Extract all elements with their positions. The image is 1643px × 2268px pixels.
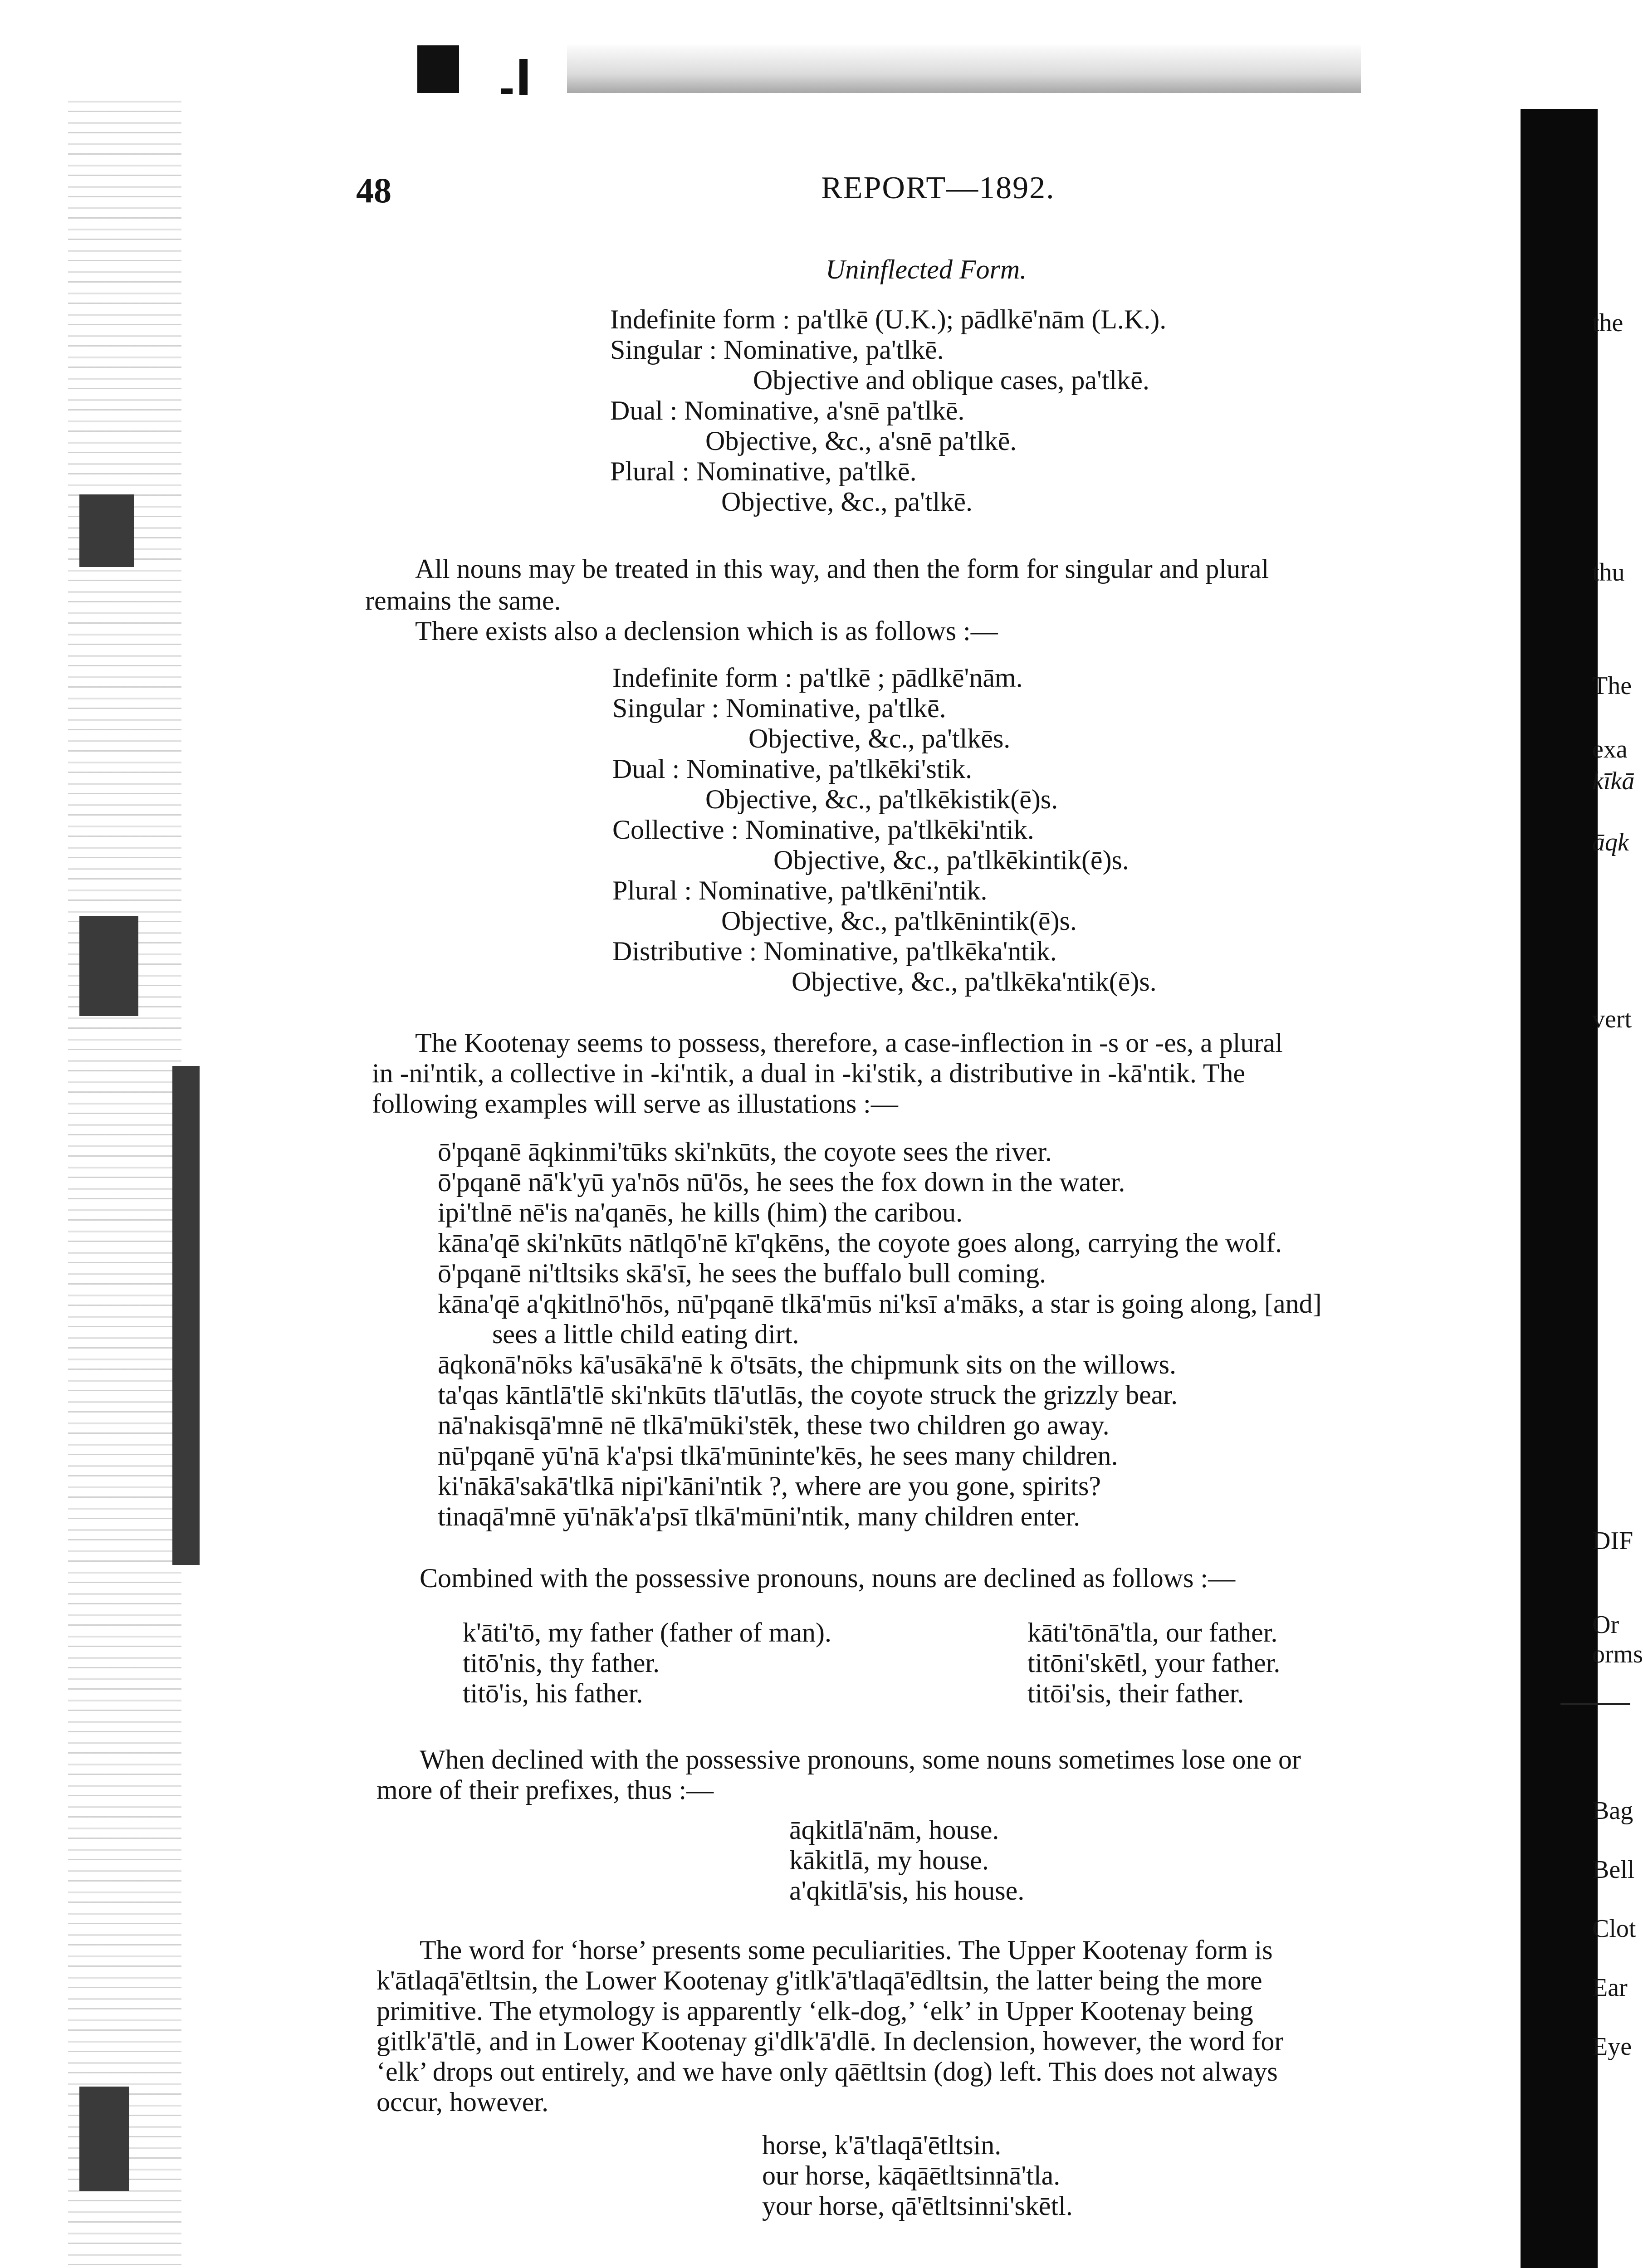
paradigm-line: Dual : Nominative, a'snē pa'tlkē. [610,396,965,425]
adjacent-page-fragment: Clot [1592,1915,1636,1943]
adjacent-page-fragment: The [1592,672,1632,700]
paradigm-line: Objective and oblique cases, pa'tlkē. [753,365,1149,395]
paradigm-line: our horse, kāqāētltsinnā'tla. [762,2160,1061,2190]
example-sentence: kāna'qē a'qkitlnō'hōs, nū'pqanē tlkā'mūs ni'ksī a'māks, a star is going along, [and] [438,1289,1322,1319]
section-heading: Uninflected Form. [826,254,1027,284]
paradigm-line: Indefinite form : pa'tlkē ; pādlkē'nām. [612,663,1023,693]
adjacent-page-fragment: Or [1592,1611,1619,1639]
body-text-line: in -ni'ntik, a collective in -ki'ntik, a dual in -ki'stik, a distributive in -kā'ntik. The [372,1058,1246,1088]
possessive-form: k'āti'tō, my father (father of man). [463,1618,831,1647]
example-sentence: nā'nakisqā'mnē nē tlkā'mūki'stēk, these two children go away. [438,1410,1110,1440]
paradigm-line: Objective, &c., pa'tlkēkistik(ē)s. [705,784,1058,814]
body-text-line: more of their prefixes, thus :— [377,1775,714,1805]
scan-smudge [79,2087,129,2191]
body-text-line: The Kootenay seems to possess, therefore, a case-inflection in -s or -es, a plural [415,1028,1283,1058]
body-text-line: k'ātlaqā'ētltsin, the Lower Kootenay g'itlk'ā'tlaqā'ēdltsin, the latter being the more [377,1965,1262,1995]
body-text-line: following examples will serve as illustations :— [372,1089,898,1119]
paradigm-line: Objective, &c., pa'tlkēs. [748,723,1011,753]
example-sentence: tinaqā'mnē yū'nāk'a'psī tlkā'mūni'ntik, many children enter. [438,1501,1081,1531]
body-text-line: gitlk'ā'tlē, and in Lower Kootenay gi'dlk'ā'dlē. In declension, however, the word for [377,2026,1284,2056]
adjacent-page-fragment: kīkā [1592,767,1635,795]
scan-mark-dot [501,88,513,94]
possessive-form: titō'is, his father. [463,1678,643,1708]
paradigm-line: Objective, &c., pa'tlkēkintik(ē)s. [773,845,1129,875]
example-sentence: sees a little child eating dirt. [492,1319,799,1349]
body-text-line: ‘elk’ drops out entirely, and we have only qāētltsin (dog) left. This does not always [377,2057,1278,2087]
adjacent-page-fragment: vert [1592,1005,1632,1033]
paradigm-line: a'qkitlā'sis, his house. [789,1876,1025,1906]
running-head: REPORT—1892. [821,171,1055,205]
adjacent-page-fragment: āqk [1592,828,1629,856]
adjacent-page-fragment: exa [1592,735,1628,763]
paradigm-line: Plural : Nominative, pa'tlkēni'ntik. [612,875,988,905]
paradigm-line: Objective, &c., pa'tlkēka'ntik(ē)s. [792,967,1157,997]
scan-smudge [79,916,138,1016]
scan-mark-block [417,45,459,93]
example-sentence: ipi'tlnē nē'is na'qanēs, he kills (him) the caribou. [438,1198,963,1227]
example-sentence: kāna'qē ski'nkūts nātlqō'nē kī'qkēns, the coyote goes along, carrying the wolf. [438,1228,1282,1258]
paradigm-line: āqkitlā'nām, house. [789,1815,999,1845]
example-sentence: āqkonā'nōks kā'usākā'nē k ō'tsāts, the chipmunk sits on the willows. [438,1349,1177,1379]
adjacent-page-rule [1560,1703,1630,1705]
body-text-line: primitive. The etymology is apparently ‘elk-dog,’ ‘elk’ in Upper Kootenay being [377,1996,1253,2026]
possessive-form: titō'nis, thy father. [463,1648,660,1678]
example-sentence: ō'pqanē āqkinmi'tūks ski'nkūts, the coyote sees the river. [438,1137,1052,1167]
adjacent-page-fragment: Bag [1592,1797,1633,1825]
example-sentence: ō'pqanē nā'k'yū ya'nōs nū'ōs, he sees the fox down in the water. [438,1167,1125,1197]
adjacent-page-fragment: DIF [1592,1527,1633,1555]
adjacent-page-fragment: Ear [1592,1974,1628,2002]
body-text-line: There exists also a declension which is as follows :— [415,616,998,646]
adjacent-page-fragment: thu [1592,558,1625,587]
body-text-line: occur, however. [377,2087,549,2117]
paradigm-line: kākitlā, my house. [789,1845,989,1875]
possessive-form: titōni'skētl, your father. [1027,1648,1281,1678]
paradigm-line: Distributive : Nominative, pa'tlkēka'ntik. [612,936,1057,966]
possessive-form: titōi'sis, their father. [1027,1678,1244,1708]
example-sentence: ō'pqanē ni'tltsiks skā'sī, he sees the buffalo bull coming. [438,1258,1046,1288]
paradigm-line: horse, k'ā'tlaqā'ētltsin. [762,2130,1002,2160]
scan-mark-bar [519,59,528,95]
possessive-form: kāti'tōnā'tla, our father. [1027,1618,1278,1647]
paradigm-line: Objective, &c., a'snē pa'tlkē. [705,426,1017,456]
body-text-line: All nouns may be treated in this way, and then the form for singular and plural [415,554,1269,584]
paradigm-line: your horse, qā'ētltsinni'skētl. [762,2191,1073,2221]
scan-smudge [79,494,134,567]
adjacent-page-fragment: the [1592,309,1623,337]
example-sentence: ta'qas kāntlā'tlē ski'nkūts tlā'utlās, the coyote struck the grizzly bear. [438,1380,1178,1410]
paradigm-line: Collective : Nominative, pa'tlkēki'ntik. [612,815,1034,845]
binding-margin-noise [68,91,181,2268]
paradigm-line: Objective, &c., pa'tlkēnintik(ē)s. [721,906,1077,936]
paradigm-line: Singular : Nominative, pa'tlkē. [612,693,946,723]
paradigm-line: Dual : Nominative, pa'tlkēki'stik. [612,754,973,784]
adjacent-page-fragment: orms [1592,1640,1643,1668]
paradigm-line: Plural : Nominative, pa'tlkē. [610,456,917,486]
adjacent-page-fragment: Bell [1592,1856,1635,1884]
body-text-line: Combined with the possessive pronouns, nouns are declined as follows :— [420,1563,1236,1593]
body-text-line: The word for ‘horse’ presents some peculiarities. The Upper Kootenay form is [420,1935,1273,1965]
scan-edge-strip [567,45,1361,93]
example-sentence: ki'nākā'sakā'tlkā nipi'kāni'ntik ?, where are you gone, spirits? [438,1471,1101,1501]
paradigm-line: Singular : Nominative, pa'tlkē. [610,335,944,365]
adjacent-page-fragment: Eye [1592,2033,1632,2061]
page-number: 48 [356,171,391,210]
example-sentence: nū'pqanē yū'nā k'a'psi tlkā'mūninte'kēs, he sees many children. [438,1441,1118,1471]
paradigm-line: Indefinite form : pa'tlkē (U.K.); pādlkē'nām (L.K.). [610,304,1167,334]
page-gutter-shadow [1521,109,1598,2268]
paradigm-line: Objective, &c., pa'tlkē. [721,487,973,517]
scan-smudge [172,1066,200,1565]
body-text-line: remains the same. [365,586,561,616]
body-text-line: When declined with the possessive pronouns, some nouns sometimes lose one or [420,1745,1301,1774]
